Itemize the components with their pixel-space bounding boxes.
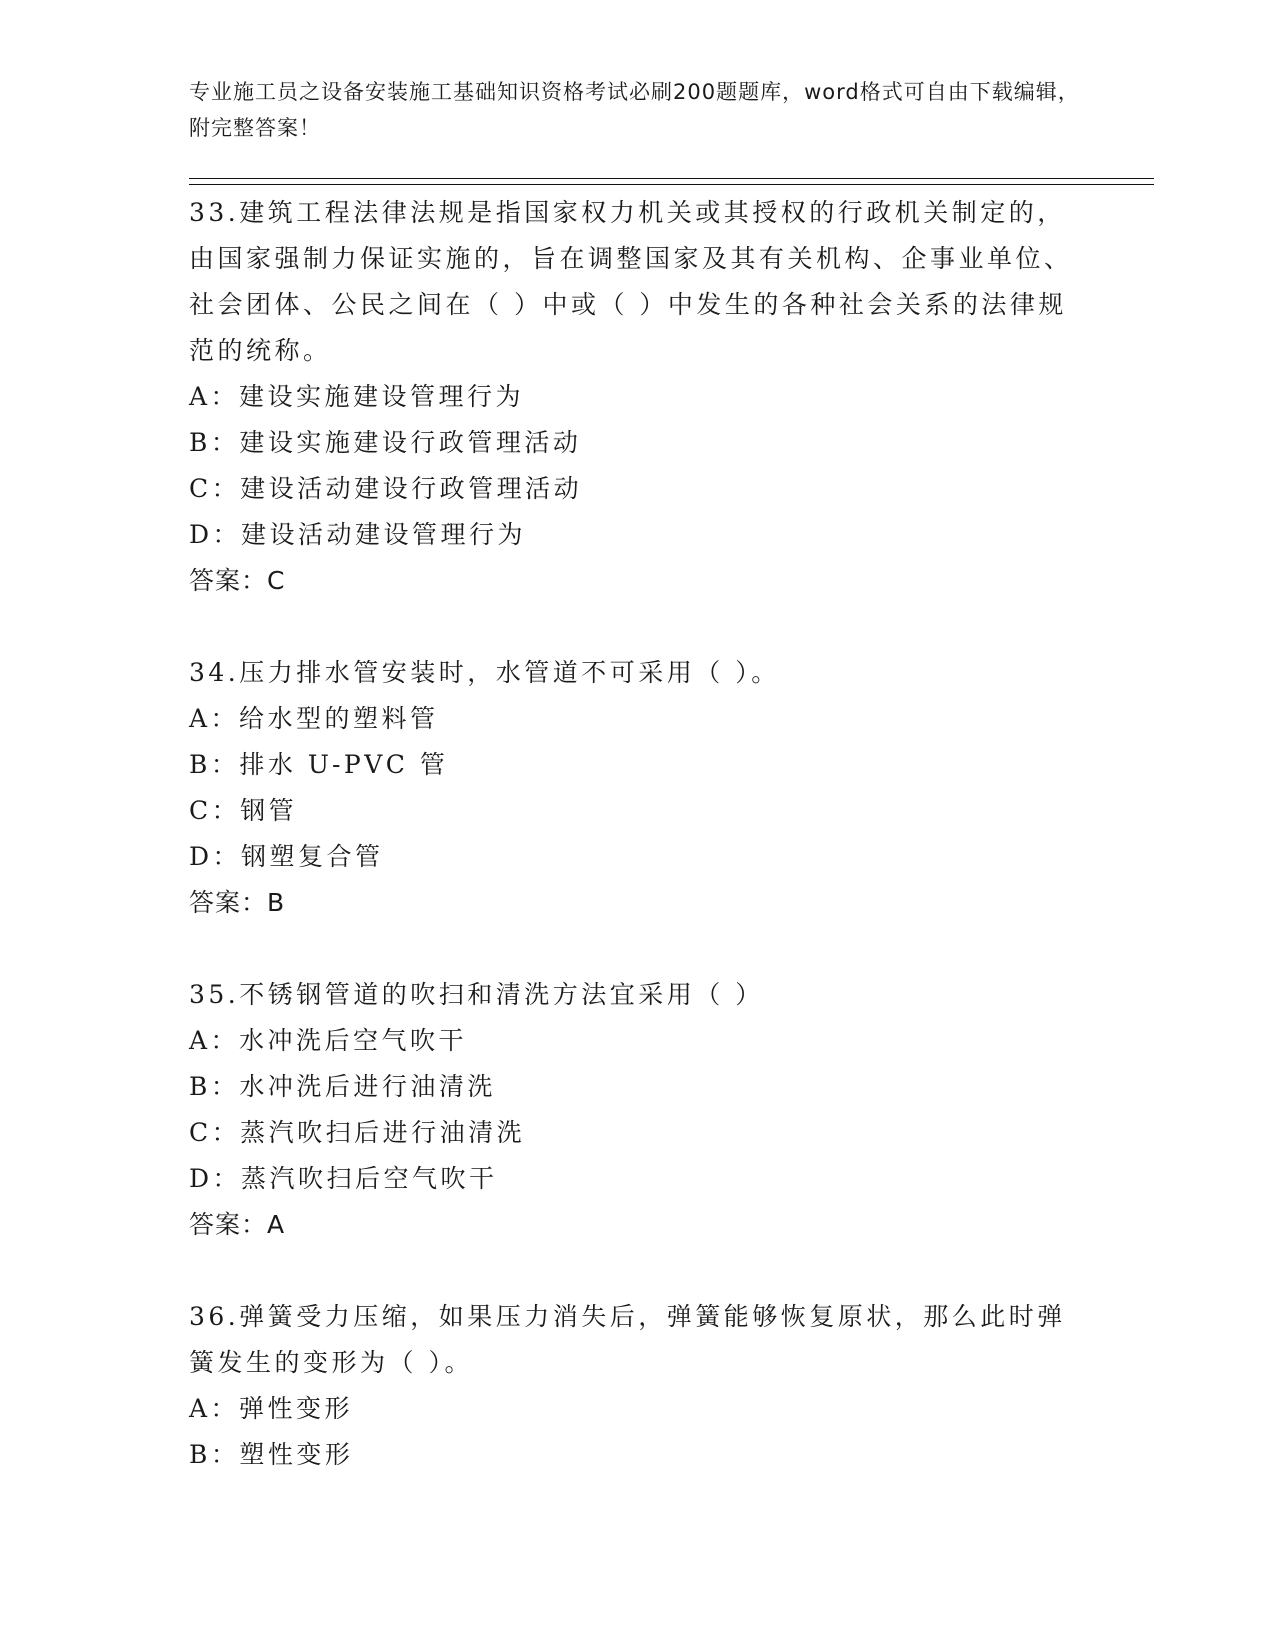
option-c: C：蒸汽吹扫后进行油清洗	[189, 1118, 526, 1147]
header-rule-bottom	[189, 184, 1154, 185]
answer: 答案：B	[189, 888, 286, 917]
question-35	[189, 972, 1089, 1248]
option-c: C：钢管	[189, 796, 298, 825]
header-rule-top	[189, 178, 1154, 179]
option-a: A：给水型的塑料管	[189, 704, 439, 733]
question-36	[189, 1294, 1089, 1478]
option-d: D：蒸汽吹扫后空气吹干	[189, 1164, 498, 1193]
answer: 答案：C	[189, 566, 286, 595]
document-header: 专业施工员之设备安装施工基础知识资格考试必刷200题题库，word格式可自由下载编辑，附完整答案！	[189, 80, 1080, 140]
option-b: B：塑性变形	[189, 1440, 354, 1469]
question-stem: 33.建筑工程法律法规是指国家权力机关或其授权的行政机关制定的，由国家强制力保证实施的，旨在调整国家及其有关机构、企事业单位、社会团体、公民之间在（ ）中或（ ）中发生的各种社会关系的法律规范的统称。	[189, 198, 1073, 365]
answer: 答案：A	[189, 1210, 286, 1239]
option-c: C：建设活动建设行政管理活动	[189, 474, 583, 503]
option-d: D：钢塑复合管	[189, 842, 384, 871]
option-d: D：建设活动建设管理行为	[189, 520, 527, 549]
option-a: A：水冲洗后空气吹干	[189, 1026, 468, 1055]
option-b: B：水冲洗后进行油清洗	[189, 1072, 496, 1101]
question-stem: 35.不锈钢管道的吹扫和清洗方法宜采用（ ）	[189, 980, 764, 1009]
option-b: B：建设实施建设行政管理活动	[189, 428, 582, 457]
option-b: B：排水 U-PVC 管	[189, 750, 449, 779]
option-a: A：弹性变形	[189, 1394, 354, 1423]
question-34	[189, 650, 1089, 926]
question-33	[189, 190, 1089, 604]
question-stem: 36.弹簧受力压缩，如果压力消失后，弹簧能够恢复原状，那么此时弹簧发生的变形为（ ）。	[189, 1302, 1066, 1377]
question-stem: 34.压力排水管安装时，水管道不可采用（ ）。	[189, 658, 780, 687]
question-list	[189, 190, 1089, 1478]
option-a: A：建设实施建设管理行为	[189, 382, 525, 411]
